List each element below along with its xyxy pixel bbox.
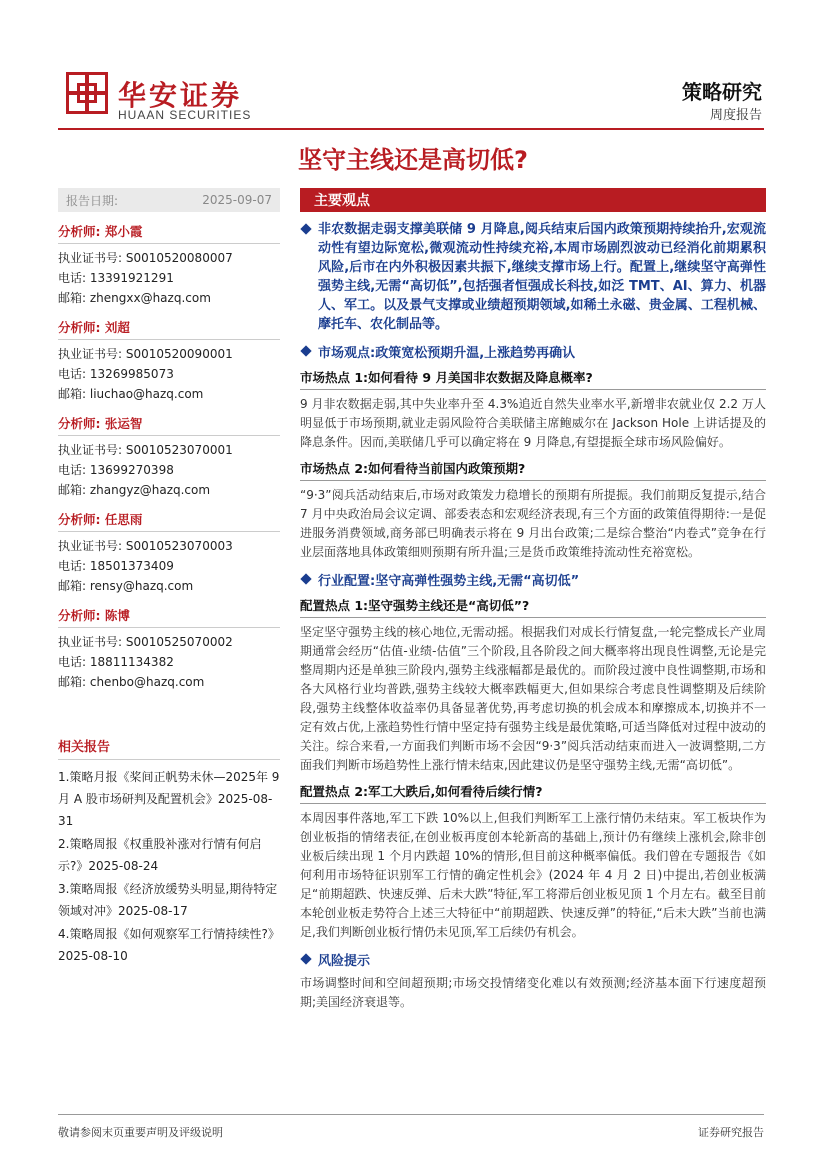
analyst-block [58,318,280,404]
analyst-phone: 电话: 13269985073 [58,367,174,381]
report-title: 坚守主线还是高切低? [298,146,528,174]
summary-text: 非农数据走弱支撑美联储 9 月降息,阅兵结束后国内政策预期持续抬升,宏观流动性有望边际宽松,微观流动性持续充裕,本周市场剧烈波动已经消化前期累积风险,后市在内外积极因素共振下,继续支撑市场上行。配置上,继续坚守高弹性强势主线,无需“高切低”,包括强者恒强成长科技,如泛 TMT、AI、算力、机器人、军工。以及景气支撑或业绩超预期领域,如稀土永磁、贵金属、工程机械、摩托车、农化制品等。 [318,222,766,332]
config-hot-1-text: 坚定坚守强势主线的核心地位,无需动摇。根据我们对成长行情复盘,一轮完整成长产业周期通常会经历“估值-业绩-估值”三个阶段,且各阶段之间大概率将出现良性调整,无论是完整周期内还是单独三阶段内,强势主线涨幅都是最优的。而阶段过渡中良性调整期,市场和各大风格行业均普跌,强势主线较大概率跌幅更大,但如果综合考虑良性调整期及后续阶段,强势主线整体收益率仍具备显著优势,再考虑切换的机会成本和摩擦成本,切换并不一定有效占优,上涨趋势性行情中坚定持有强势主线是最优策略,可适当降低对过程中波动的关注。综合来看,一方面我们判断市场不会因“9·3”阅兵活动结束而进入一波调整期,二方面我们判断市场趋势性上涨行情未结束,因此建议仍是坚守强势主线,无需“高切低”。 [300,625,766,772]
logo-chinese-name: 华安证券 [118,79,243,112]
analyst-block [58,606,280,692]
analyst-email[interactable]: 邮箱: zhangyz@hazq.com [58,483,211,497]
footer-disclaimer: 敬请参阅末页重要声明及评级说明 [58,1126,223,1139]
analyst-block [58,222,280,308]
report-date-value: 2025-09-07 [202,193,272,207]
analyst-cert: 执业证书号: S0010525070002 [58,635,233,649]
market-view-heading-text: 市场观点:政策宽松预期升温,上涨趋势再确认 [318,346,576,361]
analyst-phone: 电话: 13391921291 [58,271,174,285]
analyst-cert: 执业证书号: S0010523070001 [58,443,233,457]
related-reports-title: 相关报告 [58,736,280,760]
analyst-phone: 电话: 18811134382 [58,655,174,669]
analyst-name: 分析师: 郑小霞 [58,222,280,244]
market-hot-2-title: 市场热点 2:如何看待当前国内政策预期? [300,459,766,481]
summary-block [300,220,766,334]
analyst-name: 分析师: 任思雨 [58,510,280,532]
analyst-block [58,414,280,500]
bullet-diamond-icon [300,573,311,584]
bullet-diamond-icon [300,223,311,234]
analyst-email[interactable]: 邮箱: rensy@hazq.com [58,579,194,593]
huaan-logo-icon [66,72,108,114]
analyst-name: 分析师: 陈博 [58,606,280,628]
header-divider [58,128,764,130]
risk-heading-text: 风险提示 [318,954,371,969]
analyst-name: 分析师: 刘超 [58,318,280,340]
analyst-cert: 执业证书号: S0010523070003 [58,539,233,553]
footer-label: 证券研究报告 [698,1126,764,1139]
config-hot-2-text: 本周因事件落地,军工下跌 10%以上,但我们判断军工上涨行情仍未结束。军工板块作为创业板指的情绪表征,在创业板再度创本轮新高的基础上,预计仍有继续上涨机会,除非创业板后续出现 1 个月内跌超 10%的情形,但目前这种概率偏低。我们曾在专题报告《如何利用市场特征识别军工行情的确定性机会》(2024 年 4 月 2 日)中提出,若创业板满足“前期超跌、快速反弹、后未大跌”特征,军工将滞后创业板见顶 1 个月左右。截至目前本轮创业板走势符合上述三大特征中“前期超跌、快速反弹”的特征,“后未大跌”当前也满足,我们判断创业板行情仍未见顶,军工后续仍有机会。 [300,811,766,939]
analyst-phone: 电话: 18501373409 [58,559,174,573]
related-report-item[interactable]: 4.策略周报《如何观察军工行情持续性?》2025-08-10 [58,927,280,963]
industry-config-heading-text: 行业配置:坚守高弹性强势主线,无需“高切低” [318,574,580,589]
report-date-label: 报告日期: [66,193,119,208]
related-report-item[interactable]: 3.策略周报《经济放缓势头明显,期待特定领域对冲》2025-08-17 [58,882,278,918]
config-hot-1-title: 配置热点 1:坚守强势主线还是“高切低”? [300,596,766,618]
analyst-email[interactable]: 邮箱: chenbo@hazq.com [58,675,205,689]
analyst-cert: 执业证书号: S0010520090001 [58,347,233,361]
analyst-phone: 电话: 13699270398 [58,463,174,477]
analyst-email[interactable]: 邮箱: zhengxx@hazq.com [58,291,211,305]
market-view-heading [300,342,766,361]
main-points-banner: 主要观点 [300,188,766,212]
logo-english-name: HUAAN SECURITIES [118,108,252,122]
main-content [300,188,766,1012]
doc-subtype: 周度报告 [709,108,762,123]
doc-type: 策略研究 [682,80,762,104]
bullet-diamond-icon [300,345,311,356]
risk-heading [300,950,766,969]
bullet-diamond-icon [300,953,311,964]
analyst-email[interactable]: 邮箱: liuchao@hazq.com [58,387,204,401]
analyst-block [58,510,280,596]
analyst-name: 分析师: 张运智 [58,414,280,436]
market-hot-1-title: 市场热点 1:如何看待 9 月美国非农数据及降息概率? [300,368,766,390]
related-report-item[interactable]: 1.策略月报《桨间正帆势未休—2025年 9 月 A 股市场研判及配置机会》2025-08-31 [58,770,280,828]
risk-text: 市场调整时间和空间超预期;市场交投情绪变化难以有效预测;经济基本面下行速度超预期;美国经济衰退等。 [300,976,766,1009]
footer-divider [58,1114,764,1115]
market-hot-2-text: “9·3”阅兵活动结束后,市场对政策发力稳增长的预期有所提振。我们前期反复提示,结合 7 月中央政治局会议定调、部委表态和宏观经济表现,有三个方面的政策值得期待:一是促进服务消费领域,商务部已明确表示将在 9 月出台政策;二是综合整治“内卷式”竞争在行业层面落地具体政策细则预期有所升温;三是货币政策维持流动性充裕宽松。 [300,488,766,559]
config-hot-2-title: 配置热点 2:军工大跌后,如何看待后续行情? [300,782,766,804]
sidebar [58,188,280,692]
page-header [0,0,826,140]
related-report-item[interactable]: 2.策略周报《权重股补涨对行情有何启示?》2025-08-24 [58,837,262,873]
report-date-row [58,188,280,212]
market-hot-1-text: 9 月非农数据走弱,其中失业率升至 4.3%追近自然失业率水平,新增非农就业仅 2.2 万人明显低于市场预期,就业走弱风险符合美联储主席鲍威尔在 Jackson Hole 上讲话提及的降息条件。因而,美联储几乎可以确定将在 9 月降息,有望提振全球市场风险偏好。 [300,397,766,449]
analyst-cert: 执业证书号: S0010520080007 [58,251,233,265]
industry-config-heading [300,570,766,589]
related-reports [58,736,280,968]
